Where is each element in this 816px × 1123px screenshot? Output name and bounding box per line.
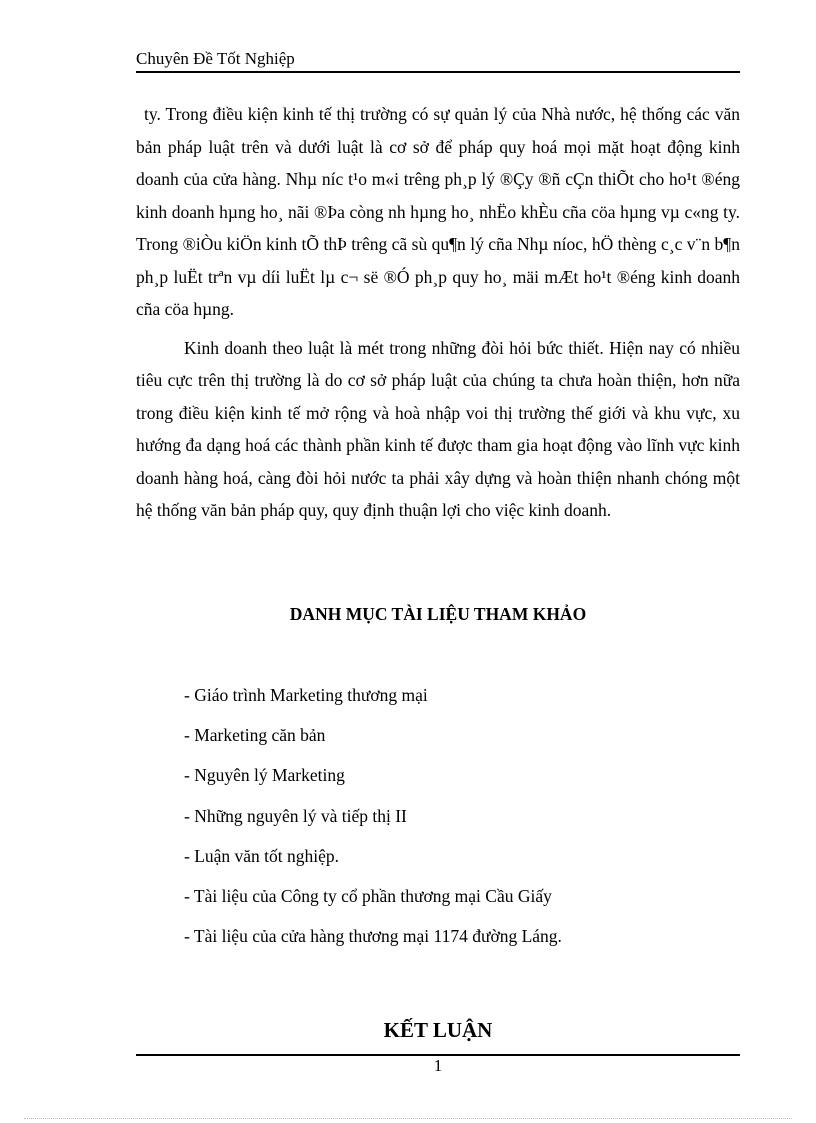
- reference-item: - Tài liệu của cửa hàng thương mại 1174 đường Láng.: [184, 926, 562, 947]
- page-number: 1: [433, 1056, 443, 1075]
- paragraph-2: Kinh doanh theo luật là mét trong những đòi hỏi bức thiết. Hiện nay có nhiều tiêu cực trên thị trường là do cơ sở pháp luật của chúng ta chưa hoàn thiện, hơn nữa trong điều kiện kinh tế mở rộng và hoà nhập voi thị trường thế giới và khu vực, xu hướng đa dạng hoá các thành phần kinh tế được tham gia hoạt động vào lĩnh vực kinh doanh hàng hoá, càng đòi hỏi nước ta phải xây dựng và hoàn thiện nhanh chóng một hệ thống văn bản pháp quy, quy định thuận lợi cho việc kinh doanh.: [136, 337, 740, 520]
- reference-item: - Những nguyên lý và tiếp thị II: [184, 805, 407, 826]
- body-text: [136, 98, 740, 527]
- reference-item: - Giáo trình Marketing thương mại: [184, 685, 428, 705]
- reference-item: - Tài liệu của Công ty cổ phần thương mại Cầu Giấy: [184, 886, 552, 907]
- reference-item: - Luận văn tốt nghiệp.: [184, 845, 340, 866]
- page-header: [136, 48, 740, 73]
- reference-item: - Marketing căn bản: [184, 725, 326, 746]
- references-list: [184, 675, 724, 956]
- references-title: DANH MỤC TÀI LIỆU THAM KHẢO: [289, 604, 587, 624]
- paragraph-1: ty. Trong điều kiện kinh tế thị trường có sự quản lý của Nhà nước, hệ thống các văn bản pháp luật trên và dưới luật là cơ sở để pháp quy hoá mọi mặt hoạt động kinh doanh của cửa hàng. Nhµ níc t¹o m«i trêng ph¸p lý ®Çy ®ñ cÇn thiÕt cho ho¹t ®éng kinh doanh hµng ho¸ nãi ®Þa còng nh hµng ho¸ nhËo khÈu cña cöa hµng vµ c«ng ty. Trong ®iÒu kiÖn kinh tÕ thÞ trêng cã sù qu¶n lý cña Nhµ níoc, hÖ thèng c¸c v¨n b¶n ph¸p luËt trªn vµ díi luËt lµ c¬ së ®Ó ph¸p quy ho¸ mäi mÆt ho¹t ®éng kinh doanh cña cöa hµng.: [136, 104, 740, 319]
- reference-item: - Nguyên lý Marketing: [184, 765, 345, 786]
- page-edge: [24, 1118, 792, 1119]
- header-title: Chuyên Đề Tốt Nghiệp: [136, 49, 295, 68]
- conclusion-title: KẾT LUẬN: [383, 1018, 493, 1042]
